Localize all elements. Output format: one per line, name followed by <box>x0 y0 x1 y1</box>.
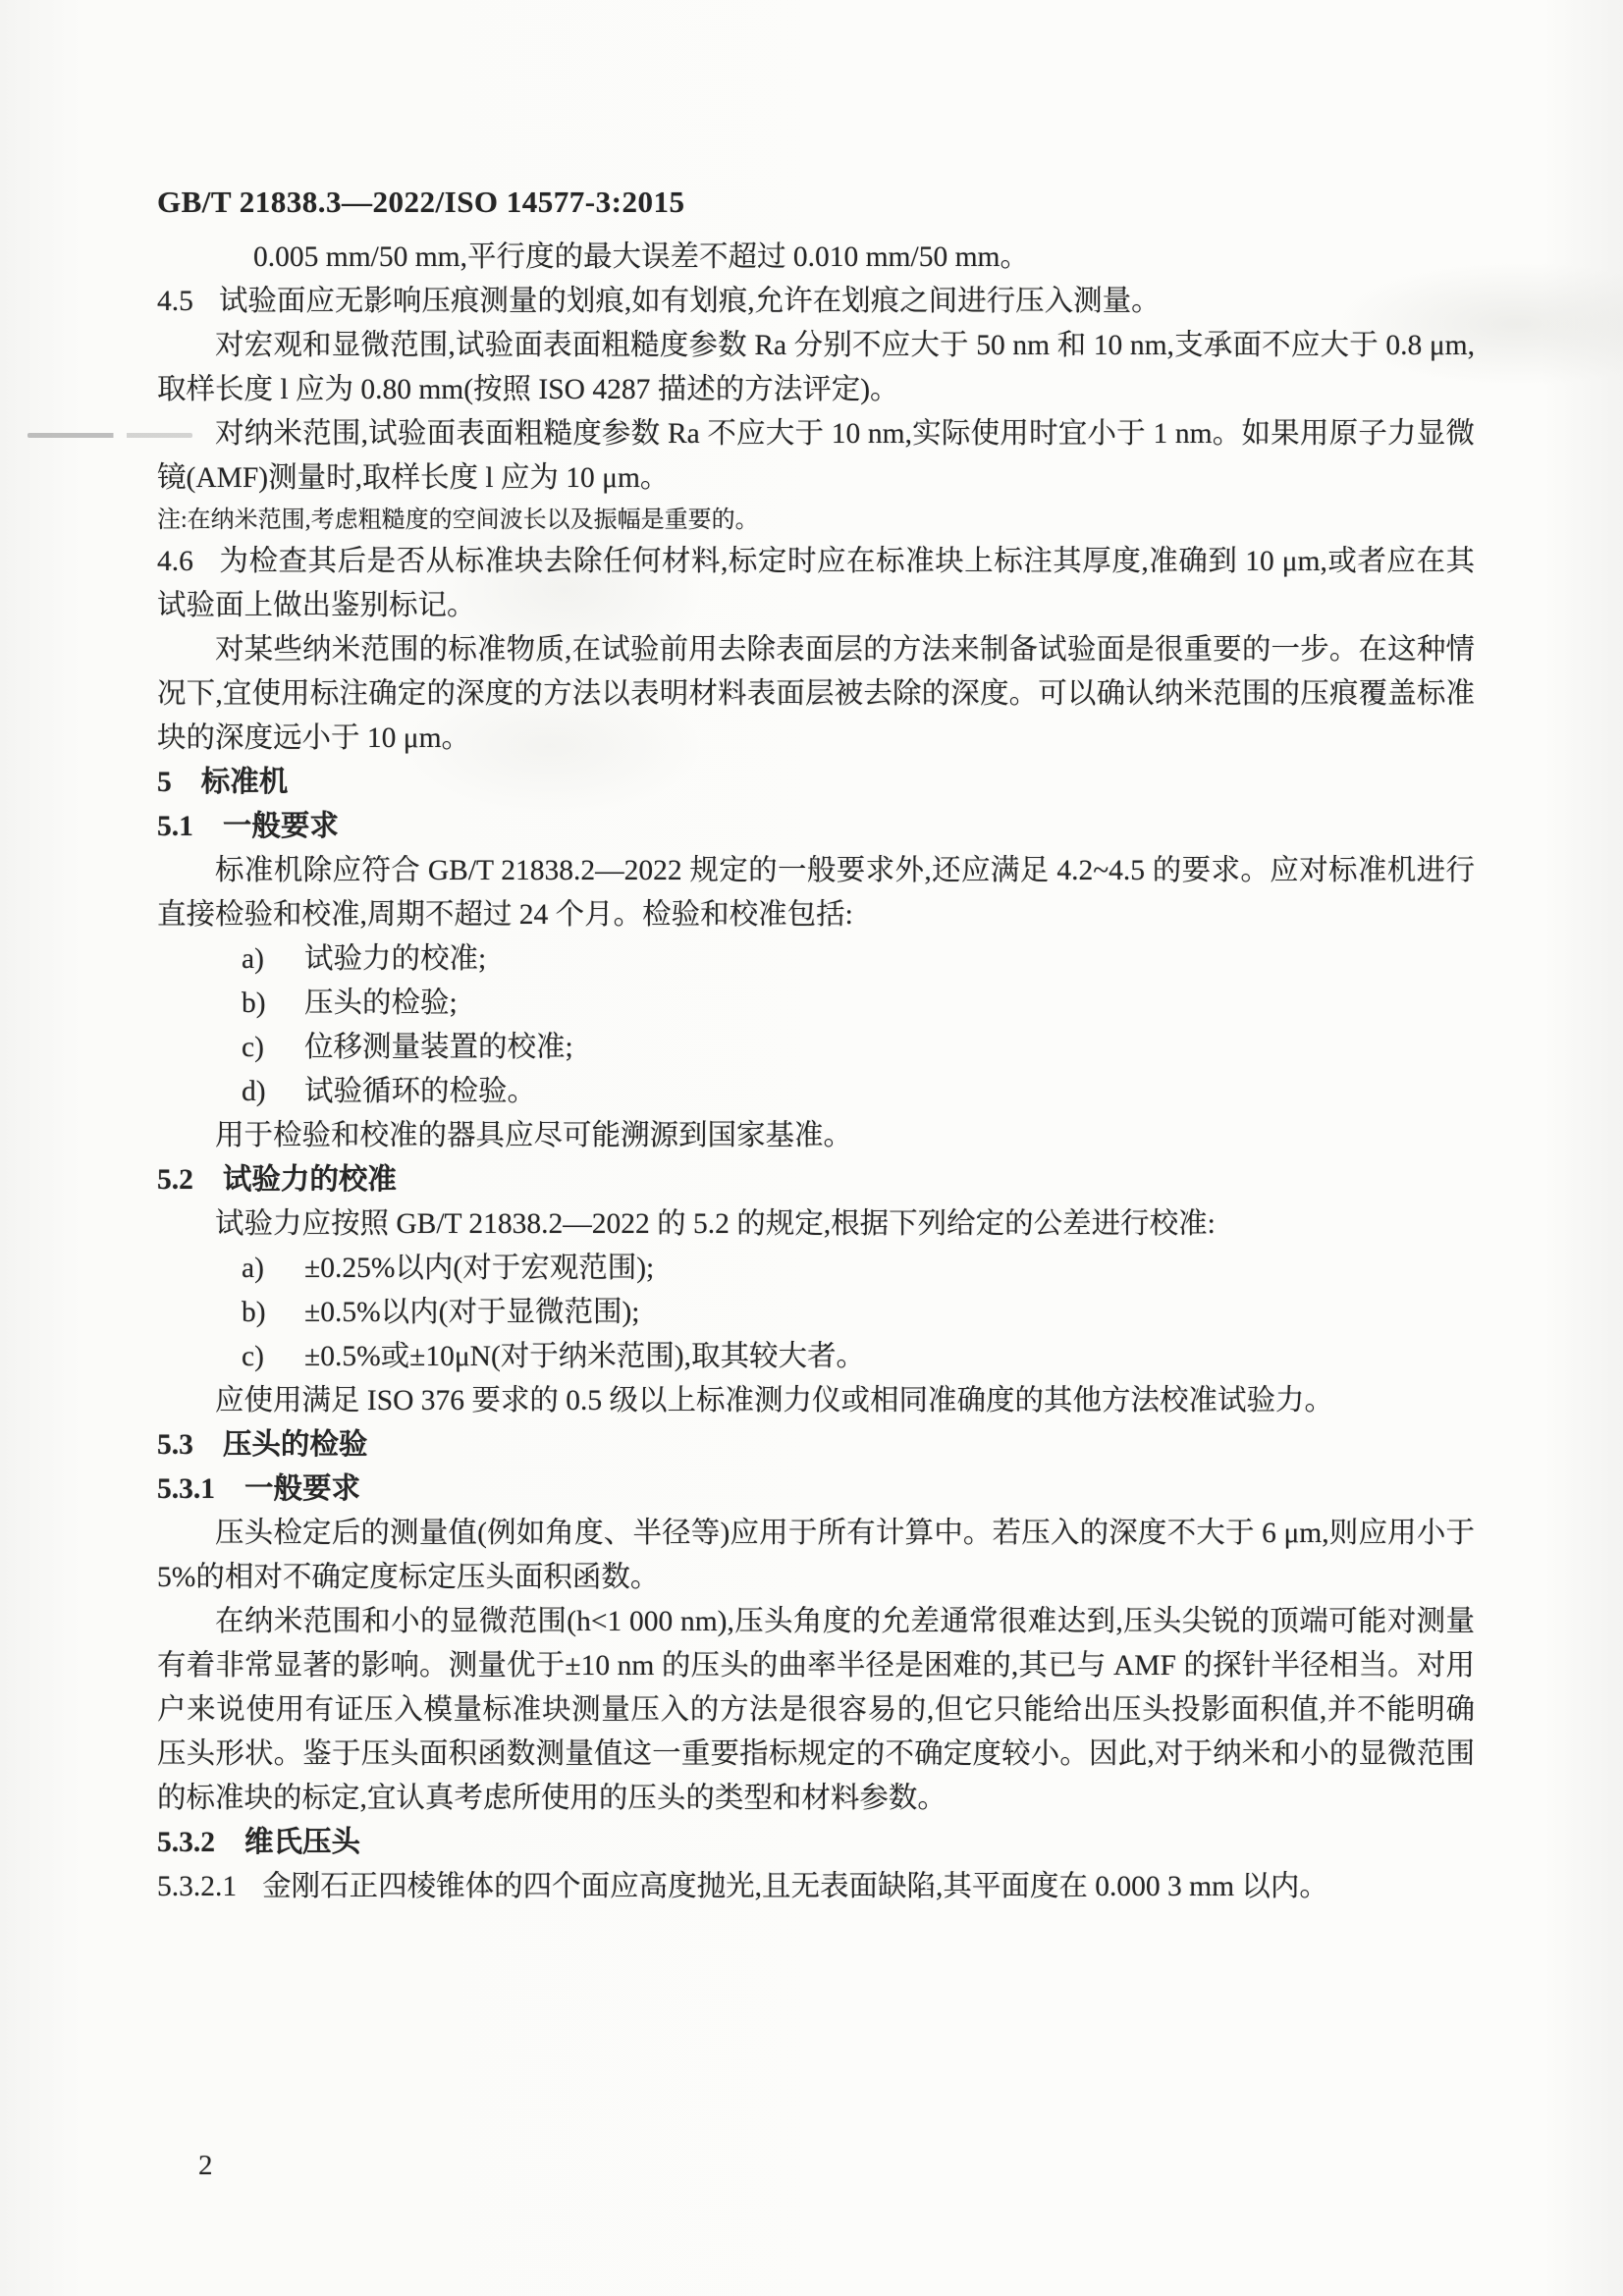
paragraph: 试验力应按照 GB/T 21838.2—2022 的 5.2 的规定,根据下列给定的公差进行校准: <box>215 1208 1216 1240</box>
list-text: ±0.5%以内(对于显微范围); <box>304 1297 640 1328</box>
paragraph: 对某些纳米范围的标准物质,在试验前用去除表面层的方法来制备试验面是很重要的一步。在这种情况下,宜使用标注确定的深度的方法以表明材料表面层被去除的深度。可以确认纳米范围的压痕覆盖标准块的深度远小于 10 μm。 <box>157 634 1475 754</box>
document-content <box>157 236 1475 1909</box>
list-marker: c) <box>242 1032 264 1063</box>
list-marker: a) <box>242 1253 264 1284</box>
paragraph: 在纳米范围和小的显微范围(h<1 000 nm),压头角度的允差通常很难达到,压头尖锐的顶端可能对测量有着非常显著的影响。测量优于±10 nm 的压头的曲率半径是困难的,其已与 AMF 的探针半径相当。对用户来说使用有证压入模量标准块测量压入的方法是很容易的,但它只能给出压头投影面积值,并不能明确压头形状。鉴于压头面积函数测量值这一重要指标规定的不确定度较小。因此,对于纳米和小的显微范围的标准块的标定,宜认真考虑所使用的压头的类型和材料参数。 <box>157 1606 1475 1814</box>
heading-title: 一般要求 <box>222 811 339 842</box>
heading-title: 试验力的校准 <box>222 1164 397 1196</box>
heading-5-3-2 <box>157 1821 1475 1865</box>
clause-4-5 <box>157 280 1475 324</box>
heading-5 <box>157 761 1475 805</box>
heading-number: 5.1 <box>157 811 193 842</box>
clause-number: 4.5 <box>157 286 193 317</box>
list-text: 位移测量装置的校准; <box>304 1032 573 1063</box>
list-marker: c) <box>242 1341 264 1372</box>
list-marker: b) <box>242 988 266 1019</box>
paragraph: 标准机除应符合 GB/T 21838.2—2022 规定的一般要求外,还应满足 4.2~4.5 的要求。应对标准机进行直接检验和校准,周期不超过 24 个月。检验和校准包括: <box>157 855 1475 931</box>
heading-5-3 <box>157 1423 1475 1468</box>
heading-title: 标准机 <box>200 767 289 798</box>
clause-5-3-2-1 <box>157 1865 1475 1909</box>
clause-4-6 <box>157 540 1475 628</box>
heading-5-3-1 <box>157 1468 1475 1512</box>
heading-number: 5.3.1 <box>157 1473 215 1505</box>
heading-number: 5.3.2 <box>157 1827 215 1858</box>
list-text: 压头的检验; <box>304 988 458 1019</box>
standard-number-header: GB/T 21838.3—2022/ISO 14577-3:2015 <box>157 185 685 219</box>
heading-title: 一般要求 <box>244 1473 361 1505</box>
paragraph: 对宏观和显微范围,试验面表面粗糙度参数 Ra 分别不应大于 50 nm 和 10 nm,支承面不应大于 0.8 μm,取样长度 l 应为 0.80 mm(按照 ISO 4287 描述的方法评定)。 <box>157 330 1475 405</box>
heading-5-1 <box>157 805 1475 849</box>
clause-text: 金刚石正四棱锥体的四个面应高度抛光,且无表面缺陷,其平面度在 0.000 3 mm 以内。 <box>262 1871 1328 1902</box>
paragraph: 对纳米范围,试验面表面粗糙度参数 Ra 不应大于 10 nm,实际使用时宜小于 1 nm。如果用原子力显微镜(AMF)测量时,取样长度 l 应为 10 μm。 <box>157 418 1475 494</box>
list-item <box>157 1070 1475 1114</box>
paragraph: 应使用满足 ISO 376 要求的 0.5 级以上标准测力仪或相同准确度的其他方法校准试验力。 <box>215 1385 1334 1416</box>
paragraph-continuation: 0.005 mm/50 mm,平行度的最大误差不超过 0.010 mm/50 mm。 <box>253 241 1029 273</box>
list-marker: b) <box>242 1297 266 1328</box>
list-marker: d) <box>242 1076 266 1107</box>
heading-title: 压头的检验 <box>222 1429 368 1461</box>
clause-number: 5.3.2.1 <box>157 1871 238 1902</box>
list-text: 试验力的校准; <box>304 943 487 975</box>
list-item <box>157 1247 1475 1291</box>
page-number: 2 <box>198 2150 213 2181</box>
paragraph: 用于检验和校准的器具应尽可能溯源到国家基准。 <box>215 1120 853 1151</box>
list-text: 试验循环的检验。 <box>304 1076 537 1107</box>
clause-text: 为检查其后是否从标准块去除任何材料,标定时应在标准块上标注其厚度,准确到 10 μm,或者应在其试验面上做出鉴别标记。 <box>157 546 1475 621</box>
note-paragraph: 注:在纳米范围,考虑粗糙度的空间波长以及振幅是重要的。 <box>157 507 759 533</box>
heading-5-2 <box>157 1158 1475 1202</box>
heading-title: 维氏压头 <box>244 1827 361 1858</box>
clause-number: 4.6 <box>157 546 193 577</box>
heading-number: 5.2 <box>157 1164 193 1196</box>
list-marker: a) <box>242 943 264 975</box>
list-item <box>157 937 1475 982</box>
paragraph: 压头检定后的测量值(例如角度、半径等)应用于所有计算中。若压入的深度不大于 6 μm,则应用小于 5%的相对不确定度标定压头面积函数。 <box>157 1518 1475 1593</box>
heading-number: 5 <box>157 767 172 798</box>
heading-number: 5.3 <box>157 1429 193 1461</box>
list-text: ±0.25%以内(对于宏观范围); <box>304 1253 655 1284</box>
list-item <box>157 1026 1475 1070</box>
clause-text: 试验面应无影响压痕测量的划痕,如有划痕,允许在划痕之间进行压入测量。 <box>218 286 1161 317</box>
list-text: ±0.5%或±10μN(对于纳米范围),取其较大者。 <box>304 1341 865 1372</box>
list-item <box>157 1291 1475 1335</box>
list-item <box>157 1335 1475 1379</box>
list-item <box>157 982 1475 1026</box>
